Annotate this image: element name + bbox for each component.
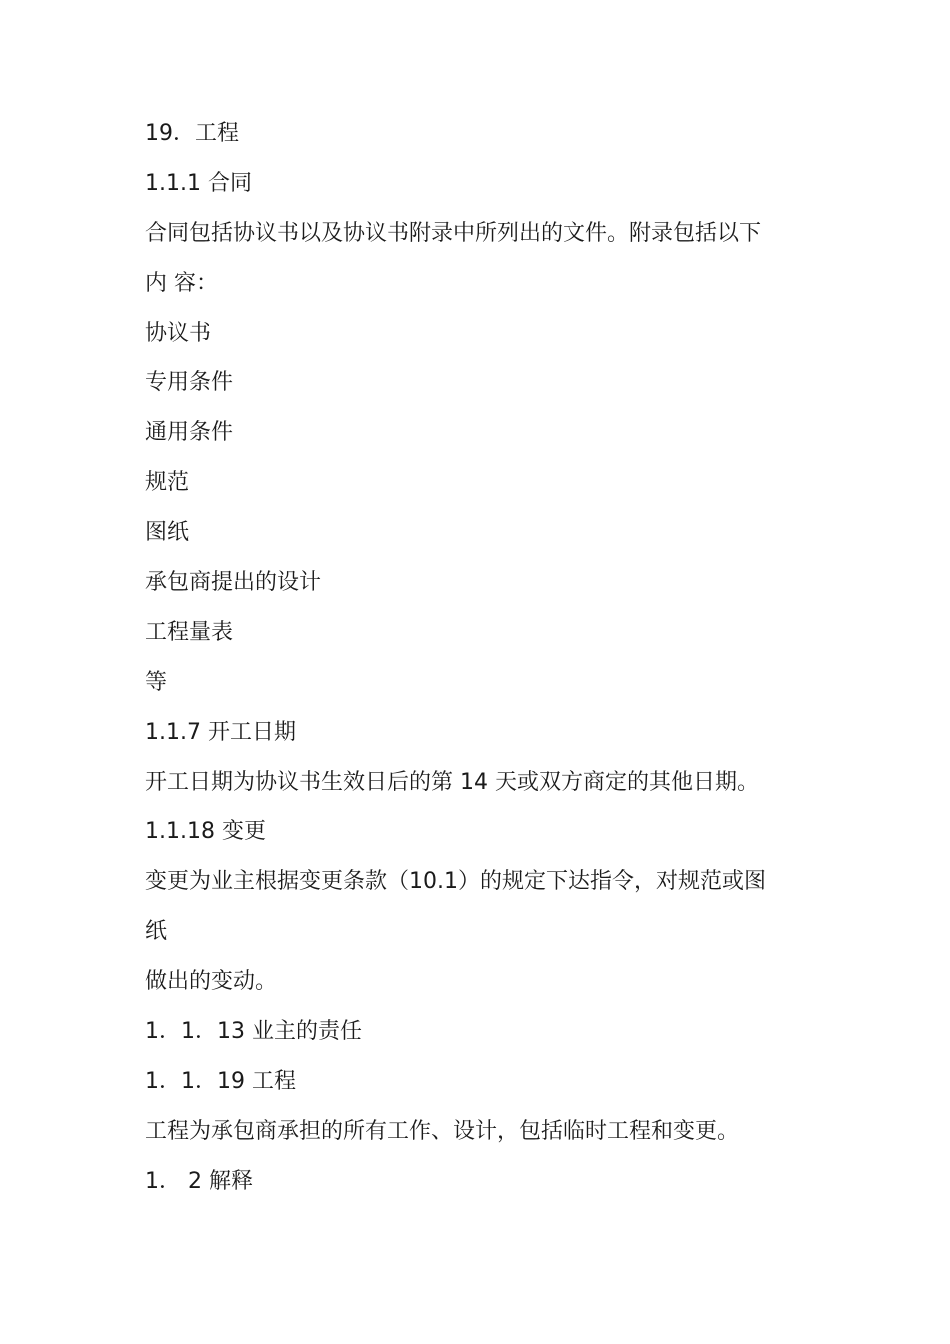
paragraph-line: 变更为业主根据变更条款（10.1）的规定下达指令，对规范或图 <box>145 869 766 895</box>
clause-heading-commencement-date: 1.1.7 开工日期 <box>145 719 296 745</box>
list-item: 承包商提出的设计 <box>145 570 322 596</box>
list-item: 等 <box>145 669 168 695</box>
list-item: 工程量表 <box>145 619 234 645</box>
document-body <box>145 114 825 1212</box>
list-item: 图纸 <box>145 520 190 546</box>
clause-heading-works: 1．1．19 工程 <box>145 1068 296 1094</box>
paragraph-line: 工程为承包商承担的所有工作、设计，包括临时工程和变更。 <box>145 1118 740 1144</box>
clause-heading-employer-responsibility: 1．1．13 业主的责任 <box>145 1019 362 1045</box>
list-item: 规范 <box>145 470 190 496</box>
paragraph-line: 纸 <box>145 919 168 945</box>
paragraph-line: 做出的变动。 <box>145 969 278 995</box>
list-item: 协议书 <box>145 320 212 346</box>
paragraph-line: 内 容： <box>145 270 218 296</box>
clause-heading-contract: 1.1.1 合同 <box>145 170 252 196</box>
paragraph-line: 开工日期为协议书生效日后的第 14 天或双方商定的其他日期。 <box>145 769 759 795</box>
paragraph-line: 合同包括协议书以及协议书附录中所列出的文件。附录包括以下 <box>145 220 762 246</box>
clause-heading-variation: 1.1.18 变更 <box>145 819 266 845</box>
list-item: 通用条件 <box>145 420 234 446</box>
clause-heading-interpretation: 1． 2 解释 <box>145 1168 253 1194</box>
section-heading-engineering: 19．工程 <box>145 121 239 146</box>
list-item: 专用条件 <box>145 370 234 396</box>
